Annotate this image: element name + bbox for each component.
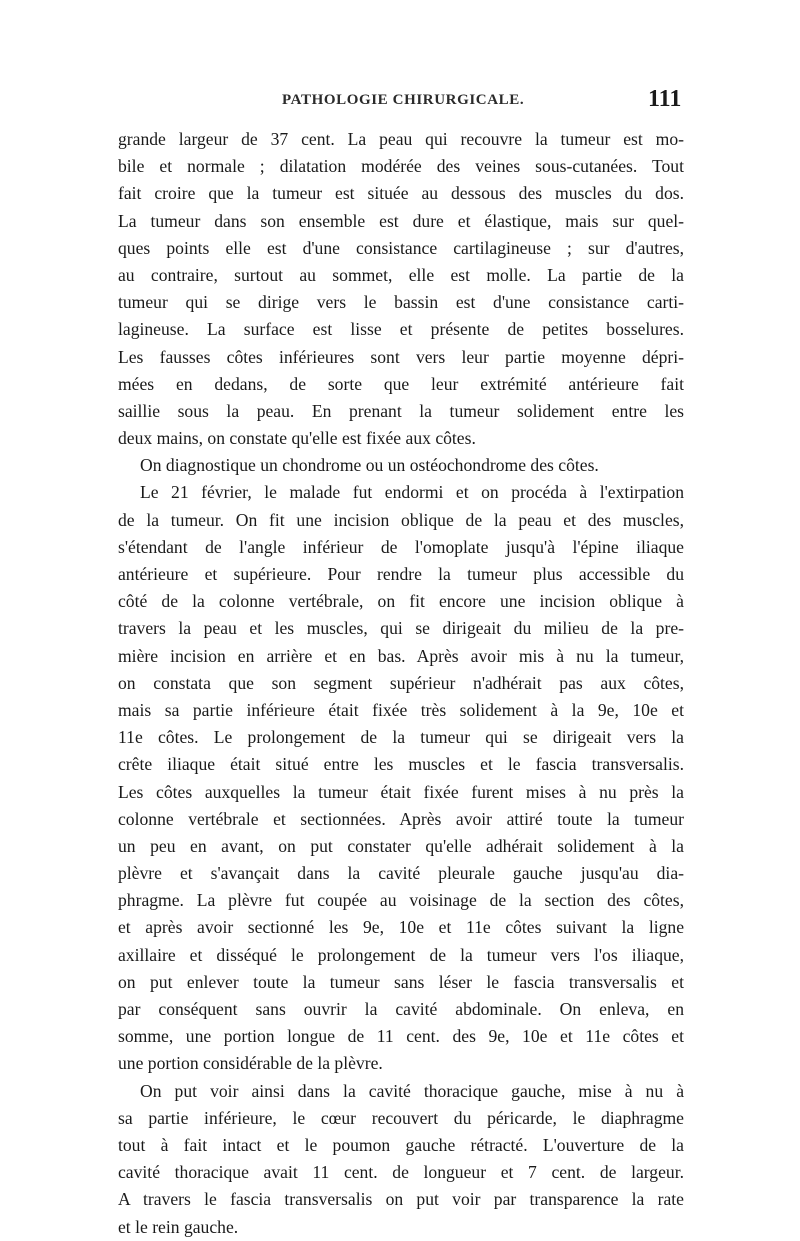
text-line: on constata que son segment supérieur n'adhérait pas aux côtes, [118,672,684,693]
paragraph [118,452,684,479]
text-line: La tumeur dans son ensemble est dure et élastique, mais sur quel- [118,210,684,231]
running-header [0,86,800,116]
text-line: travers la peau et les muscles, qui se dirigeait du milieu de la pre- [118,618,684,639]
text-line: cavité thoracique avait 11 cent. de longueur et 7 cent. de largeur. [118,1162,684,1183]
text-line: phragme. La plèvre fut coupée au voisinage de la section des côtes, [118,890,684,911]
body-text [118,126,684,1241]
text-line: et le rein gauche. [118,1216,239,1237]
text-line: deux mains, on constate qu'elle est fixée aux côtes. [118,428,476,449]
text-line: et après avoir sectionné les 9e, 10e et 11e côtes suivant la ligne [118,917,684,938]
text-line: On put voir ainsi dans la cavité thoracique gauche, mise à nu à [140,1080,684,1101]
text-line: par conséquent sans ouvrir la cavité abdominale. On enleva, en [118,999,684,1019]
text-line: mais sa partie inférieure était fixée très solidement à la 9e, 10e et [118,699,684,720]
text-line: on put enlever toute la tumeur sans léser le fascia transversalis et [118,971,684,992]
text-line: tout à fait intact et le poumon gauche rétracté. L'ouverture de la [118,1134,684,1155]
text-line: sa partie inférieure, le cœur recouvert du péricarde, le diaphragme [118,1107,684,1128]
text-line: A travers le fascia transversalis on put voir par transparence la rate [118,1189,684,1210]
text-line: 11e côtes. Le prolongement de la tumeur qui se dirigeait vers la [118,727,684,748]
text-line: s'étendant de l'angle inférieur de l'omoplate jusqu'à l'épine iliaque [118,536,684,557]
text-line: On diagnostique un chondrome ou un ostéochondrome des côtes. [140,455,599,476]
text-line: un peu en avant, on put constater qu'elle adhérait solidement à la [118,835,684,856]
text-line: Le 21 février, le malade fut endormi et on procéda à l'extirpation [140,482,684,503]
page-number: 111 [648,86,682,112]
text-line: plèvre et s'avançait dans la cavité pleurale gauche jusqu'au dia- [118,863,684,884]
text-line: mées en dedans, de sorte que leur extrémité antérieure fait [118,373,684,394]
paragraph [118,479,684,1077]
paragraph [118,126,684,452]
text-line: bile et normale ; dilatation modérée des veines sous-cutanées. Tout [118,156,684,177]
text-line: tumeur qui se dirige vers le bassin est d'une consistance carti- [118,292,684,313]
paragraph [118,1078,684,1241]
text-line: somme, une portion longue de 11 cent. des 9e, 10e et 11e côtes et [118,1026,684,1047]
text-line: axillaire et disséqué le prolongement de la tumeur vers l'os iliaque, [118,944,684,965]
text-line: une portion considérable de la plèvre. [118,1053,383,1074]
text-line: grande largeur de 37 cent. La peau qui recouvre la tumeur est mo- [118,129,684,149]
text-line: de la tumeur. On fit une incision oblique de la peau et des muscles, [118,509,684,530]
text-line: antérieure et supérieure. Pour rendre la tumeur plus accessible du [118,564,684,584]
text-line: lagineuse. La surface est lisse et présente de petites bosselures. [118,319,684,340]
text-line: Les fausses côtes inférieures sont vers leur partie moyenne dépri- [118,346,684,367]
text-line: mière incision en arrière et en bas. Après avoir mis à nu la tumeur, [118,645,684,666]
running-title: PATHOLOGIE CHIRURGICALE. [282,92,525,108]
text-line: ques points elle est d'une consistance cartilagineuse ; sur d'autres, [118,237,684,258]
text-line: colonne vertébrale et sectionnées. Après avoir attiré toute la tumeur [118,808,684,829]
text-line: au contraire, surtout au sommet, elle est molle. La partie de la [118,264,684,285]
text-line: crête iliaque était situé entre les muscles et le fascia transversalis. [118,754,684,775]
text-line: saillie sous la peau. En prenant la tumeur solidement entre les [118,400,684,421]
text-line: côté de la colonne vertébrale, on fit encore une incision oblique à [118,591,684,612]
text-line: fait croire que la tumeur est située au dessous des muscles du dos. [118,183,684,204]
text-line: Les côtes auxquelles la tumeur était fixée furent mises à nu près la [118,781,684,802]
